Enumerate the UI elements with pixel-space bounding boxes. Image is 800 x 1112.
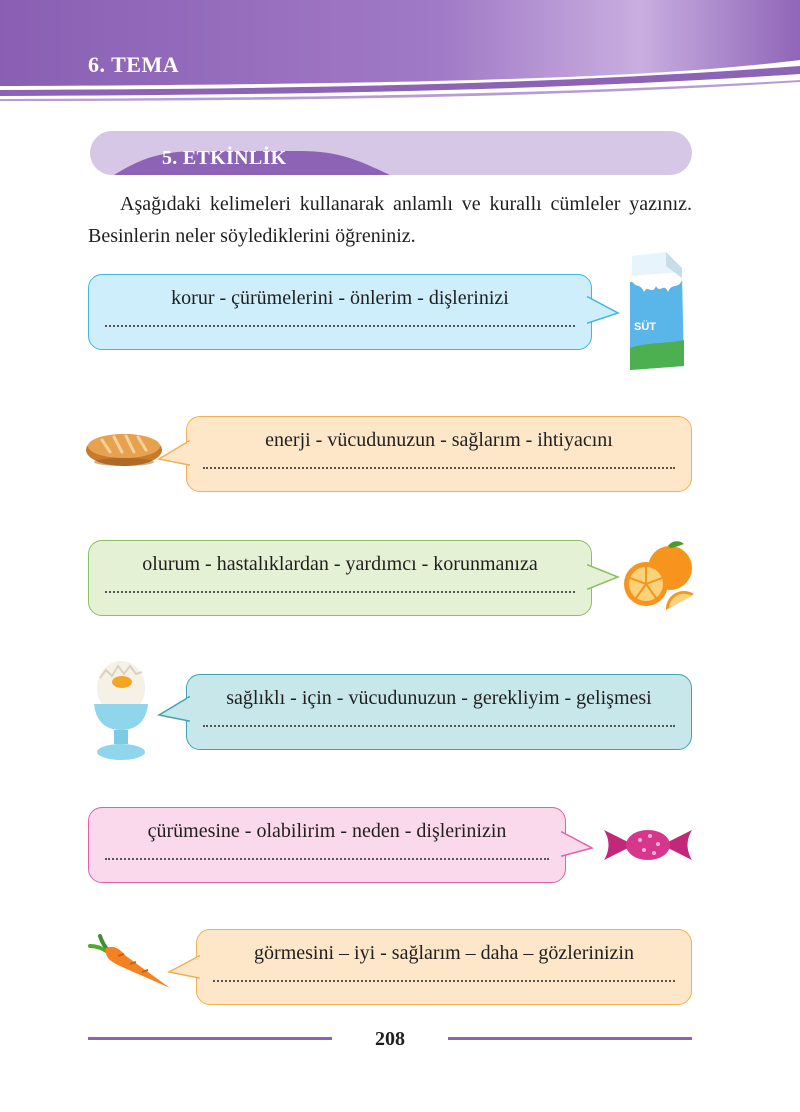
instructions-text: Aşağıdaki kelimeleri kullanarak anlamlı ve kurallı cümleler yazınız. Besinlerin neler söylediklerini öğreniniz. bbox=[88, 193, 692, 247]
answer-line[interactable] bbox=[105, 852, 549, 860]
answer-line[interactable] bbox=[105, 319, 575, 327]
answer-line[interactable] bbox=[203, 719, 675, 727]
orange-icon bbox=[622, 540, 696, 617]
speech-bubble-candy bbox=[88, 807, 566, 883]
word-list: sağlıklı - için - vücudunuzun - gerekliyim - gelişmesi bbox=[226, 687, 652, 709]
theme-title: 6. TEMA bbox=[88, 52, 180, 77]
activity-banner bbox=[90, 131, 692, 175]
carrot-icon bbox=[86, 932, 172, 997]
milk-carton-icon bbox=[622, 252, 688, 377]
word-list: çürümesine - olabilirim - neden - dişlerinizin bbox=[147, 820, 507, 842]
speech-bubble-carrot bbox=[196, 929, 692, 1005]
speech-bubble-milk bbox=[88, 274, 592, 350]
boiled-egg-icon bbox=[88, 660, 154, 769]
answer-line[interactable] bbox=[203, 461, 675, 469]
bubble-tail-left bbox=[157, 693, 189, 727]
candy-icon bbox=[602, 822, 694, 871]
bread-icon bbox=[84, 428, 164, 475]
page-number: 208 bbox=[375, 1028, 405, 1050]
word-list: olurum - hastalıklardan - yardımcı - korunmanıza bbox=[142, 553, 538, 575]
speech-bubble-bread bbox=[186, 416, 692, 492]
bubble-tail-right bbox=[588, 561, 620, 595]
theme-header-band bbox=[0, 0, 800, 110]
speech-bubble-egg bbox=[186, 674, 692, 750]
bubble-tail-right bbox=[562, 828, 594, 862]
footer-rule-left bbox=[88, 1037, 332, 1040]
activity-title: 5. ETKİNLİK bbox=[162, 147, 287, 169]
bubble-tail-right bbox=[588, 293, 620, 327]
word-list: korur - çürümelerini - önlerim - dişlerinizi bbox=[171, 287, 509, 309]
footer-rule-right bbox=[448, 1037, 692, 1040]
word-list: enerji - vücudunuzun - sağlarım - ihtiyacını bbox=[265, 429, 613, 451]
word-list: görmesini – iyi - sağlarım – daha – gözlerinizin bbox=[254, 942, 634, 964]
answer-line[interactable] bbox=[105, 585, 575, 593]
svg-text:SÜT: SÜT bbox=[634, 321, 656, 333]
speech-bubble-orange bbox=[88, 540, 592, 616]
answer-line[interactable] bbox=[213, 974, 675, 982]
